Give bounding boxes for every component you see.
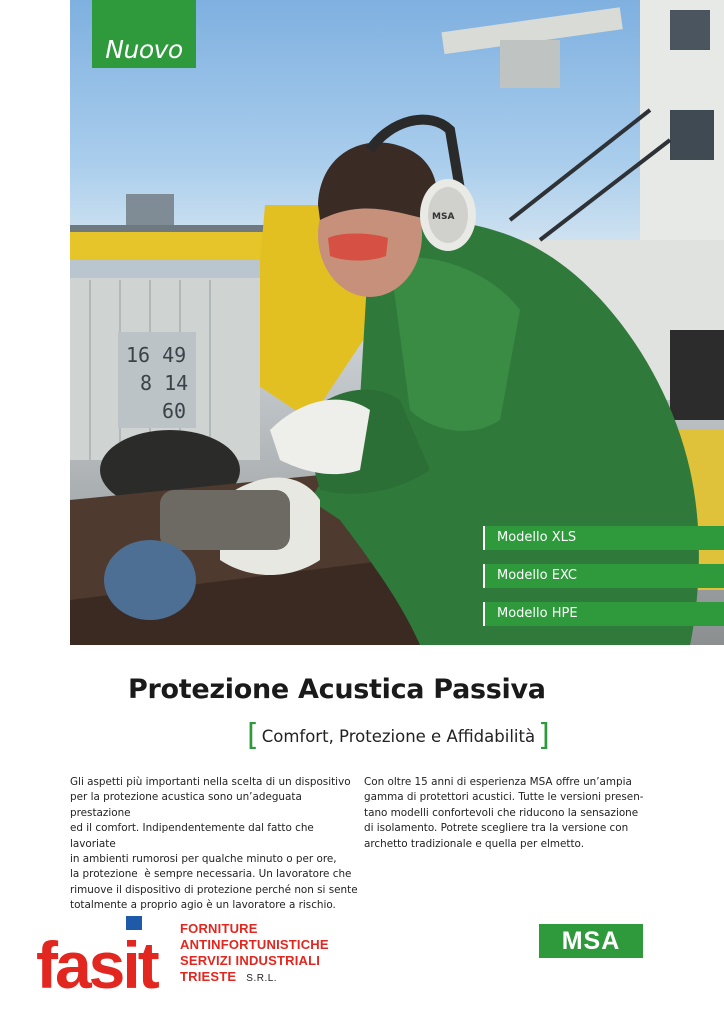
subtitle-text: Comfort, Protezione e Affidabilità bbox=[261, 726, 536, 746]
container-marking-2: 8 14 bbox=[140, 371, 189, 395]
body-line: rimuove il dispositivo di protezione perché non si sente bbox=[70, 883, 358, 896]
body-column-right bbox=[364, 775, 656, 852]
body-line: di isolamento. Potrete scegliere tra la versione con bbox=[364, 822, 629, 835]
model-tag-hpe: Modello HPE bbox=[483, 602, 724, 626]
fasit-logo bbox=[36, 914, 176, 1000]
body-line: la protezione è sempre necessaria. Un lavoratore che bbox=[70, 868, 352, 881]
earmuff-brand: MSA bbox=[432, 212, 455, 222]
subtitle-bracket-open: [ bbox=[247, 718, 259, 753]
subtitle-bracket-close: ] bbox=[538, 718, 550, 753]
fasit-line-last bbox=[180, 969, 400, 987]
fasit-line: ANTINFORTUNISTICHE bbox=[180, 937, 329, 952]
page-subtitle bbox=[244, 718, 664, 753]
body-line: tano modelli confortevoli che riducono la sensazione bbox=[364, 806, 639, 819]
fasit-suffix: S.R.L. bbox=[246, 973, 278, 984]
body-line: in ambienti rumorosi per qualche minuto o per ore, bbox=[70, 853, 337, 866]
fasit-city: TRIESTE bbox=[180, 969, 237, 984]
body-line: ed il comfort. Indipendentemente dal fatto che lavoriate bbox=[70, 822, 314, 850]
model-tag-xls: Modello XLS bbox=[483, 526, 724, 550]
body-line: Gli aspetti più importanti nella scelta di un dispositivo bbox=[70, 776, 351, 788]
model-list bbox=[483, 526, 724, 640]
fasit-line: SERVIZI INDUSTRIALI bbox=[180, 953, 321, 968]
body-line: totalmente a proprio agio è un lavoratore a rischio. bbox=[70, 899, 336, 912]
msa-logo-text: MSA bbox=[561, 926, 621, 955]
body-line: archetto tradizionale e quella per elmetto. bbox=[364, 837, 585, 850]
new-badge bbox=[92, 0, 196, 68]
new-badge-label: Nuovo bbox=[105, 35, 183, 64]
msa-logo bbox=[539, 924, 643, 958]
body-line: Con oltre 15 anni di esperienza MSA offre un’ampia bbox=[364, 776, 632, 788]
model-tag-exc: Modello EXC bbox=[483, 564, 724, 588]
body-line: gamma di protettori acustici. Tutte le versioni presen- bbox=[364, 791, 644, 804]
fasit-logo-text: fasit bbox=[36, 928, 157, 1000]
page-title: Protezione Acustica Passiva bbox=[128, 674, 546, 705]
body-column-left bbox=[70, 775, 360, 914]
container-marking-3: 60 bbox=[162, 399, 187, 423]
fasit-company-lines bbox=[180, 921, 400, 987]
body-line: per la protezione acustica sono un’adeguata prestazione bbox=[70, 791, 302, 819]
container-marking-1: 16 49 bbox=[126, 343, 187, 367]
fasit-line: FORNITURE bbox=[180, 921, 258, 936]
